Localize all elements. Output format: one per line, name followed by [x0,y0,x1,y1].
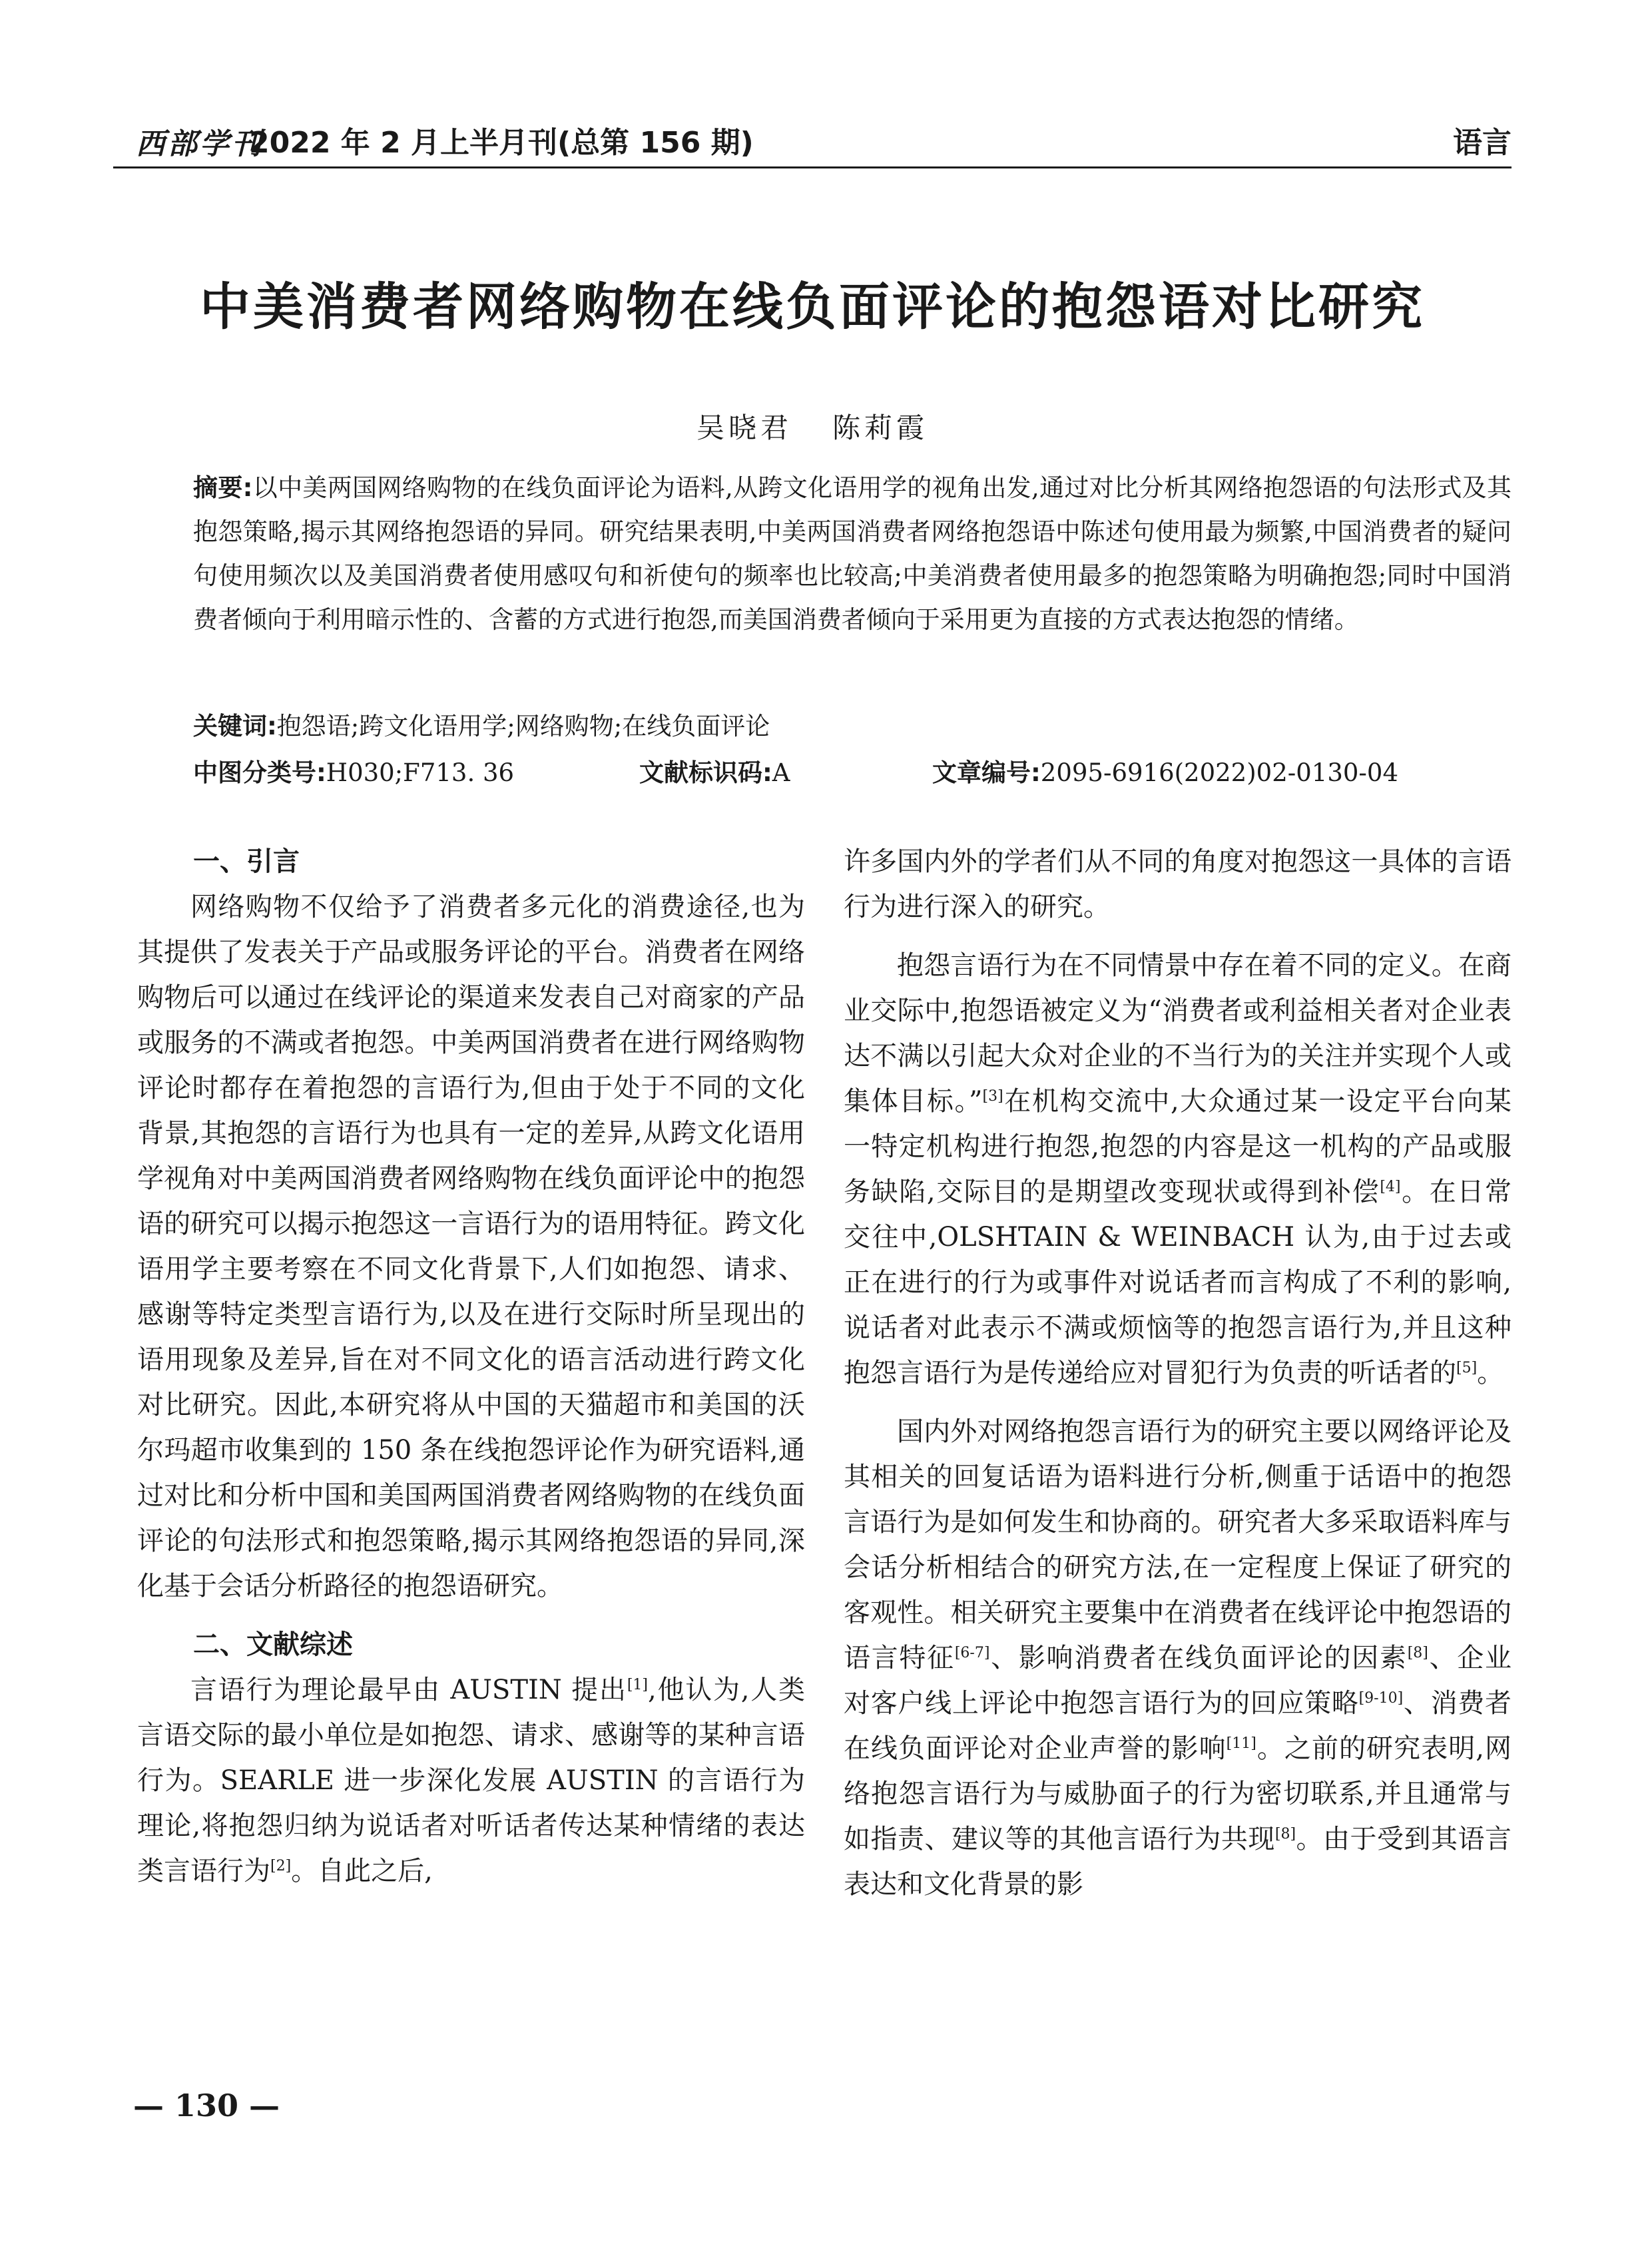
paragraph-continued: 许多国内外的学者们从不同的角度对抱怨这一具体的言语行为进行深入的研究。 [844,846,1512,922]
article-title: 中美消费者网络购物在线负面评论的抱怨语对比研究 [200,277,1425,336]
citation: [5] [1456,1360,1478,1376]
journal-logo: 西部学刊 [136,127,264,161]
classification-line [193,751,1512,798]
citation: [4] [1380,1179,1401,1195]
citation: [6-7] [954,1645,990,1661]
author-name: 吴晓君 [696,412,792,444]
header-rule [113,166,1512,168]
abstract [193,466,1512,642]
body-column-right [844,839,1512,1907]
citation: [2] [270,1858,292,1874]
article-number: 文章编号:2095-6916(2022)02-0130-04 [932,758,1398,787]
citation: [3] [982,1088,1003,1105]
paragraph: 言语行为理论最早由 AUSTIN 提出[1],他认为,人类言语交际的最小单位是如抱怨、请求、感谢等的某种言语行为。SEARLE 进一步深化发展 AUSTIN 的言语行为理论,将抱怨归纳为说话者对听话者传达某种情绪的表达类言语行为[2]。自此之后, [137,1675,805,1886]
issue-info: 2022 年 2 月上半月刊(总第 156 期) [249,126,754,160]
keywords-label: 关键词: [193,712,277,740]
page-number: — 130 — [133,2088,280,2123]
citation: [11] [1226,1735,1256,1752]
author-name: 陈莉霞 [832,412,929,444]
body-column-left [137,839,805,1894]
paragraph: 国内外对网络抱怨言语行为的研究主要以网络评论及其相关的回复话语为语料进行分析,侧重于话语中的抱怨言语行为是如何发生和协商的。研究者大多采取语料库与会话分析相结合的研究方法,在一定程度上保证了研究的客观性。相关研究主要集中在消费者在线评论中抱怨语的语言特征[6-7]、影响消费者在线负面评论的因素[8]、企业对客户线上评论中抱怨言语行为的回应策略[9-10]、消费者在线负面评论对企业声誉的影响[11]。之前的研究表明,网络抱怨言语行为与威胁面子的行为密切联系,并且通常与如指责、建议等的其他言语行为共现[8]。由于受到其语言表达和文化背景的影 [844,1416,1512,1900]
abstract-label: 摘要: [193,473,253,502]
keywords [193,704,1512,748]
document-code: 文献标识码:A [639,758,790,787]
abstract-text: 以中美两国网络购物的在线负面评论为语料,从跨文化语用学的视角出发,通过对比分析其网络抱怨语的句法形式及其抱怨策略,揭示其网络抱怨语的异同。研究结果表明,中美两国消费者网络抱怨语中陈述句使用最为频繁,中国消费者的疑问句使用频次以及美国消费者使用感叹句和祈使句的频率也比较高;中美消费者使用最多的抱怨策略为明确抱怨;同时中国消费者倾向于利用暗示性的、含蓄的方式进行抱怨,而美国消费者倾向于采用更为直接的方式表达抱怨的情绪。 [193,473,1512,634]
paragraph: 网络购物不仅给予了消费者多元化的消费途径,也为其提供了发表关于产品或服务评论的平台。消费者在网络购物后可以通过在线评论的渠道来发表自己对商家的产品或服务的不满或者抱怨。中美两国消费者在进行网络购物评论时都存在着抱怨的言语行为,但由于处于不同的文化背景,其抱怨的言语行为也具有一定的差异,从跨文化语用学视角对中美两国消费者网络购物在线负面评论中的抱怨语的研究可以揭示抱怨这一言语行为的语用特征。跨文化语用学主要考察在不同文化背景下,人们如抱怨、请求、感谢等特定类型言语行为,以及在进行交际时所呈现出的语用现象及差异,旨在对不同文化的语言活动进行跨文化对比研究。因此,本研究将从中国的天猫超市和美国的沃尔玛超市收集到的 150 条在线抱怨评论作为研究语料,通过对比和分析中国和美国两国消费者网络购物的在线负面评论的句法形式和抱怨策略,揭示其网络抱怨语的异同,深化基于会话分析路径的抱怨语研究。 [137,892,805,1601]
paragraph: 抱怨言语行为在不同情景中存在着不同的定义。在商业交际中,抱怨语被定义为“消费者或利益相关者对企业表达不满以引起大众对企业的不当行为的关注并实现个人或集体目标。”[3]在机构交流中,大众通过某一设定平台向某一特定机构进行抱怨,抱怨的内容是这一机构的产品或服务缺陷,交际目的是期望改变现状或得到补偿[4]。在日常交往中,OLSHTAIN & WEINBACH 认为,由于过去或正在进行的行为或事件对说话者而言构成了不利的影响,说话者对此表示不满或烦恼等的抱怨言语行为,并且这种抱怨言语行为是传递给应对冒犯行为负责的听话者的[5]。 [844,950,1512,1388]
section-heading-introduction: 一、引言 [193,846,300,877]
author-line [113,406,1512,446]
citation: [9-10] [1358,1690,1404,1707]
citation: [1] [627,1677,648,1693]
section-label: 语言 [1453,126,1512,160]
clc-number: 中图分类号:H030;F713. 36 [193,758,515,787]
citation: [8] [1407,1645,1428,1661]
section-heading-literature-review: 二、文献综述 [193,1629,353,1660]
citation: [8] [1274,1826,1296,1842]
running-header [113,113,1512,160]
keywords-text: 抱怨语;跨文化语用学;网络购物;在线负面评论 [276,712,770,740]
